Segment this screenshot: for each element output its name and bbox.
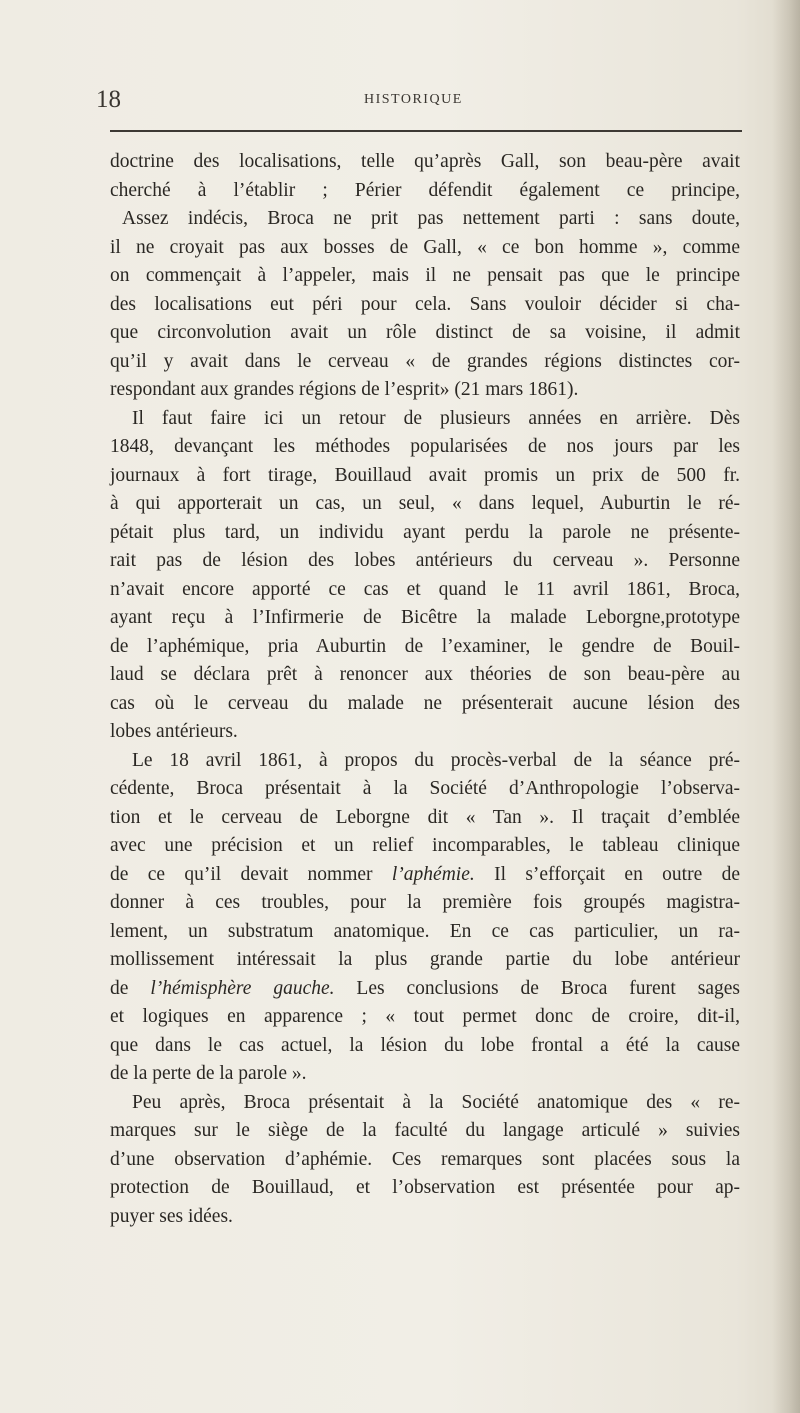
text-line: 1848, devançant les méthodes popularisées de nos jours par les — [110, 436, 740, 457]
text-line — [110, 861, 740, 890]
text-line: cédente, Broca présentait à la Société d’Anthropologie l’observa- — [110, 778, 740, 799]
italic-term: l’hémisphère gauche. — [150, 977, 335, 999]
text-line: que dans le cas actuel, la lésion du lobe frontal a été la cause — [110, 1034, 740, 1056]
header-rule — [110, 130, 742, 132]
text-line: Peu après, Broca présentait à la Société anatomique des « re- — [132, 1091, 740, 1113]
text-line: lobes antérieurs. — [110, 721, 238, 742]
text-line: il ne croyait pas aux bosses de Gall, « ce bon homme », comme — [110, 236, 740, 258]
text-segment: Les conclusions de Broca furent sages — [334, 977, 741, 999]
text-line: ayant reçu à l’Infirmerie de Bicêtre la malade Leborgne,prototype — [110, 607, 740, 628]
text-line: cas où le cerveau du malade ne présenterait aucune lésion des — [110, 692, 740, 714]
text-line: de la perte de la parole ». — [110, 1063, 307, 1084]
page-edge-shadow — [772, 0, 800, 1413]
text-segment: Il s’efforçait en outre de — [474, 863, 740, 885]
text-line: Il faut faire ici un retour de plusieurs années en arrière. Dès — [132, 407, 740, 429]
text-line: rait pas de lésion des lobes antérieurs du cerveau ». Personne — [110, 550, 740, 571]
text-line: que circonvolution avait un rôle distinct de sa voisine, il admit — [110, 322, 740, 343]
text-line: respondant aux grandes régions de l’esprit» (21 mars 1861). — [110, 379, 579, 400]
text-line: qu’il y avait dans le cerveau « de grandes régions distinctes cor- — [110, 350, 740, 372]
text-line: doctrine des localisations, telle qu’après Gall, son beau-père avait — [110, 151, 740, 172]
text-line: marques sur le siège de la faculté du langage articulé » suivies — [110, 1120, 740, 1141]
text-line: n’avait encore apporté ce cas et quand le 11 avril 1861, Broca, — [110, 578, 740, 600]
text-line: des localisations eut péri pour cela. Sans vouloir décider si cha- — [110, 293, 740, 315]
text-line: donner à ces troubles, pour la première fois groupés magistra- — [110, 892, 740, 913]
text-line: et logiques en apparence ; « tout permet donc de croire, dit-il, — [110, 1006, 740, 1027]
text-segment: de ce qu’il devait nommer — [110, 863, 392, 885]
text-line: d’une observation d’aphémie. Ces remarques sont placées sous la — [110, 1148, 740, 1170]
italic-term: l’aphémie. — [391, 863, 475, 885]
text-line: à qui apporterait un cas, un seul, « dans lequel, Auburtin le ré- — [110, 493, 740, 514]
text-line: mollissement intéressait la plus grande partie du lobe antérieur — [110, 949, 740, 970]
text-line: lement, un substratum anatomique. En ce cas particulier, un ra- — [110, 920, 740, 942]
text-line: Le 18 avril 1861, à propos du procès-verbal de la séance pré- — [132, 749, 740, 771]
text-line: journaux à fort tirage, Bouillaud avait promis un prix de 500 fr. — [110, 464, 740, 486]
text-line: on commençait à l’appeler, mais il ne pensait pas que le principe — [110, 265, 740, 286]
text-line: tion et le cerveau de Leborgne dit « Tan ». Il traçait d’emblée — [110, 806, 740, 828]
text-segment: de — [110, 977, 151, 999]
text-line: pétait plus tard, un individu ayant perdu la parole ne présente- — [110, 521, 740, 543]
text-line: avec une précision et un relief incomparables, le tableau clinique — [110, 835, 740, 856]
page-header — [96, 88, 742, 128]
text-line — [110, 975, 740, 1004]
text-line: laud se déclara prêt à renoncer aux théories de son beau-père au — [110, 664, 740, 685]
text-line: protection de Bouillaud, et l’observation est présentée pour ap- — [110, 1177, 740, 1198]
running-head: HISTORIQUE — [364, 92, 463, 107]
page-number: 18 — [96, 86, 121, 113]
body-text — [110, 148, 740, 1231]
text-line: cherché à l’établir ; Périer défendit également ce principe, — [110, 179, 740, 201]
text-line: Assez indécis, Broca ne prit pas nettement parti : sans doute, — [122, 208, 740, 229]
text-line: puyer ses idées. — [110, 1205, 233, 1227]
text-line: de l’aphémique, pria Auburtin de l’examiner, le gendre de Bouil- — [110, 635, 740, 657]
